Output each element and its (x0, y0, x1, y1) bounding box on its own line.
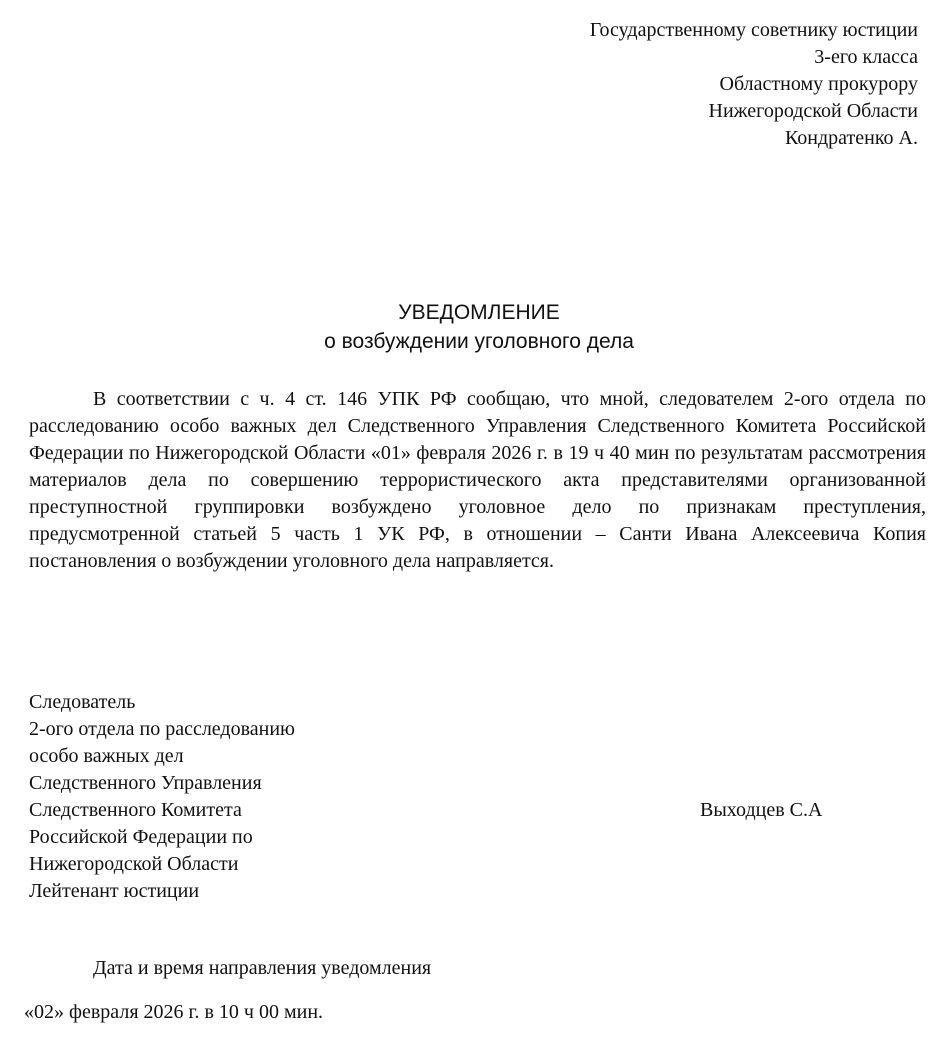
signature-line: Нижегородской Области (29, 853, 239, 875)
signature-line: Следственного Комитета (29, 799, 242, 821)
title-sub: о возбуждении уголовного дела (324, 330, 634, 353)
addressee-line: Государственному советнику юстиции (589, 19, 918, 41)
signature-line: Российской Федерации по (29, 826, 253, 848)
signature-line: особо важных дел (29, 745, 184, 767)
dispatch-date-value: «02» февраля 2026 г. в 10 ч 00 мин. (24, 1001, 324, 1023)
signature-line: Следователь (29, 691, 136, 713)
addressee-line: Кондратенко А. (784, 127, 918, 149)
addressee-block (358, 17, 918, 152)
addressee-line: Нижегородской Области (708, 100, 918, 122)
title-main: УВЕДОМЛЕНИЕ (398, 301, 560, 324)
document-title (0, 298, 948, 356)
dispatch-date-label: Дата и время направления уведомления (93, 957, 432, 979)
addressee-line: 3-его класса (814, 46, 918, 68)
signature-line: Лейтенант юстиции (29, 880, 200, 902)
signature-line: 2-ого отдела по расследованию (29, 718, 295, 740)
signature-line: Следственного Управления (29, 772, 262, 794)
signature-block (29, 689, 926, 905)
addressee-line: Областному прокурору (719, 73, 918, 95)
signatory-name: Выходцев С.А (700, 799, 823, 821)
notification-paragraph: В соответствии с ч. 4 ст. 146 УПК РФ сообщаю, что мной, следователем 2-ого отдела по расследованию особо важных дел Следственного Управления Следственного Комитета Российской Федерации по Нижегородской Области «01» февраля 2026 г. в 19 ч 40 мин по результатам рассмотрения материалов дела по совершению террористического акта представителями организованной преступностной группировки возбуждено уголовное дело по признакам преступления, предусмотренной статьей 5 часть 1 УК РФ, в отношении – Санти Ивана Алексеевича Копия постановления о возбуждении уголовного дела направляется. (29, 388, 926, 572)
